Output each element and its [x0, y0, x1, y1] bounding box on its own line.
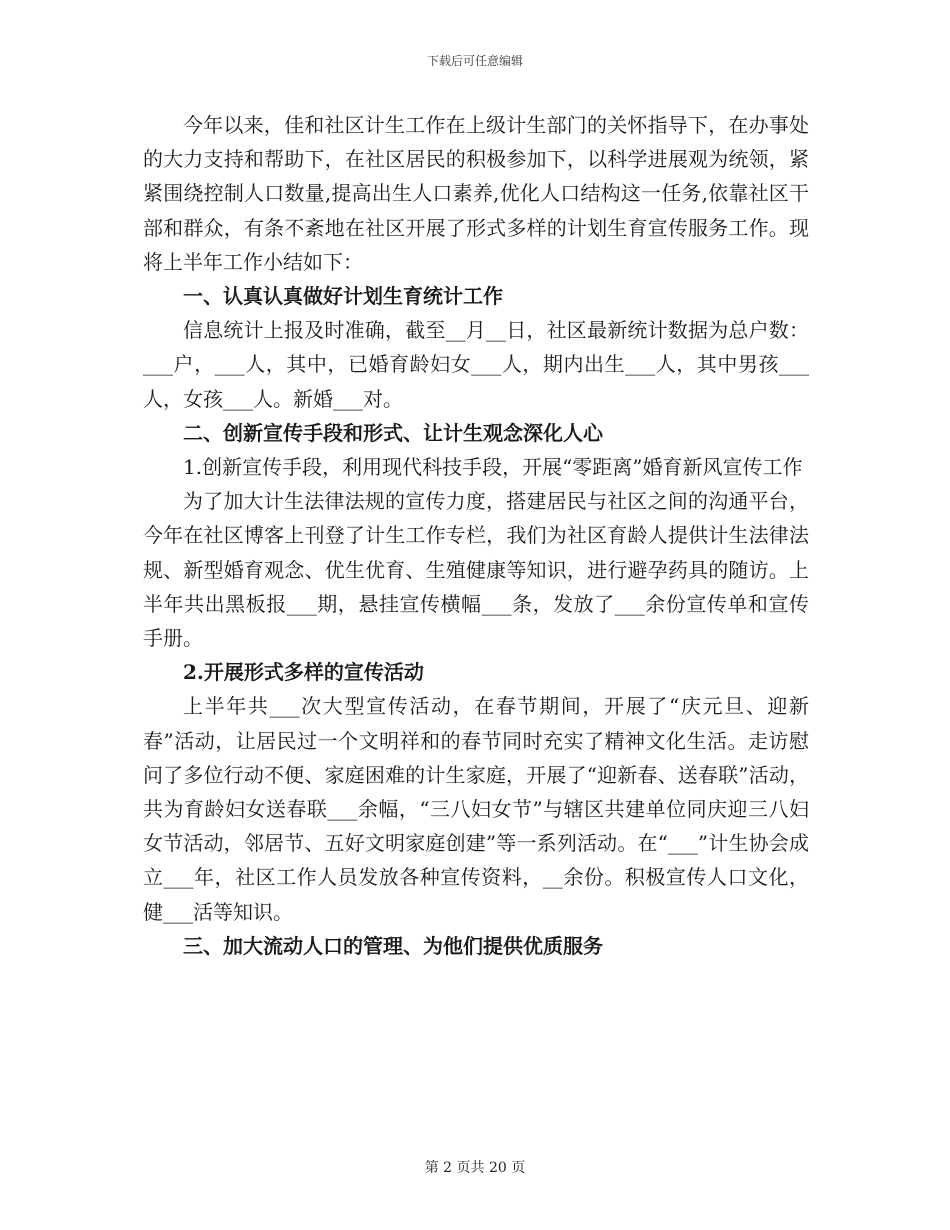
page-footer: 第 2 页共 20 页 — [424, 1160, 526, 1176]
section-heading-1: 一、认真认真做好计划生育统计工作 — [183, 284, 503, 309]
intro-paragraph: 今年以来，佳和社区计生工作在上级计生部门的关怀指导下，在办事处的大力支持和帮助下，在社区居民的积极参加下，以科学进展观为统领，紧紧围绕控制人口数量,提高出生人口素养,优化人口结构这一任务,依靠社区干部和群众，有条不紊地在社区开展了形式多样的计划生育宣传服务工作。现将上半年工作小结如下： — [143, 113, 809, 274]
activities-paragraph: 上半年共___次大型宣传活动，在春节期间，开展了“庆元旦、迎新春”活动，让居民过一个文明祥和的春节同时充实了精神文化生活。走访慰问了多位行动不便、家庭困难的计生家庭，开展了“迎新春、送春联”活动，共为育龄妇女送春联___余幅，“三八妇女节”与辖区共建单位同庆迎三八妇女节活动，邻居节、五好文明家庭创建”等一系列活动。在“___”计生协会成立___年，社区工作人员发放各种宣传资料，__余份。积极宣传人口文化，健___活等知识。 — [143, 694, 809, 924]
subsection-2-title: 2.开展形式多样的宣传活动 — [183, 660, 424, 685]
subsection-1-title: 1.创新宣传手段，利用现代科技手段，开展“零距离”婚育新风宣传工作 — [183, 455, 803, 480]
page-header: 下载后可任意编辑 — [426, 54, 523, 68]
section-heading-3: 三、加大流动人口的管理、为他们提供优质服务 — [183, 933, 603, 958]
statistics-paragraph: 信息统计上报及时准确，截至__月__日，社区最新统计数据为总户数：___户，___人，其中，已婚育龄妇女___人，期内出生___人，其中男孩___人，女孩___人。新婚___对。 — [143, 318, 809, 411]
section-heading-2: 二、创新宣传手段和形式、让计生观念深化人心 — [183, 420, 603, 445]
document-body — [143, 108, 809, 963]
publicity-paragraph: 为了加大计生法律法规的宣传力度，搭建居民与社区之间的沟通平台，今年在社区博客上刊登了计生工作专栏，我们为社区育龄人提供计生法律法规、新型婚育观念、优生优育、生殖健康等知识，进行避孕药具的随访。上半年共出黑板报___期，悬挂宣传横幅___条，发放了___余份宣传单和宣传手册。 — [143, 489, 809, 651]
